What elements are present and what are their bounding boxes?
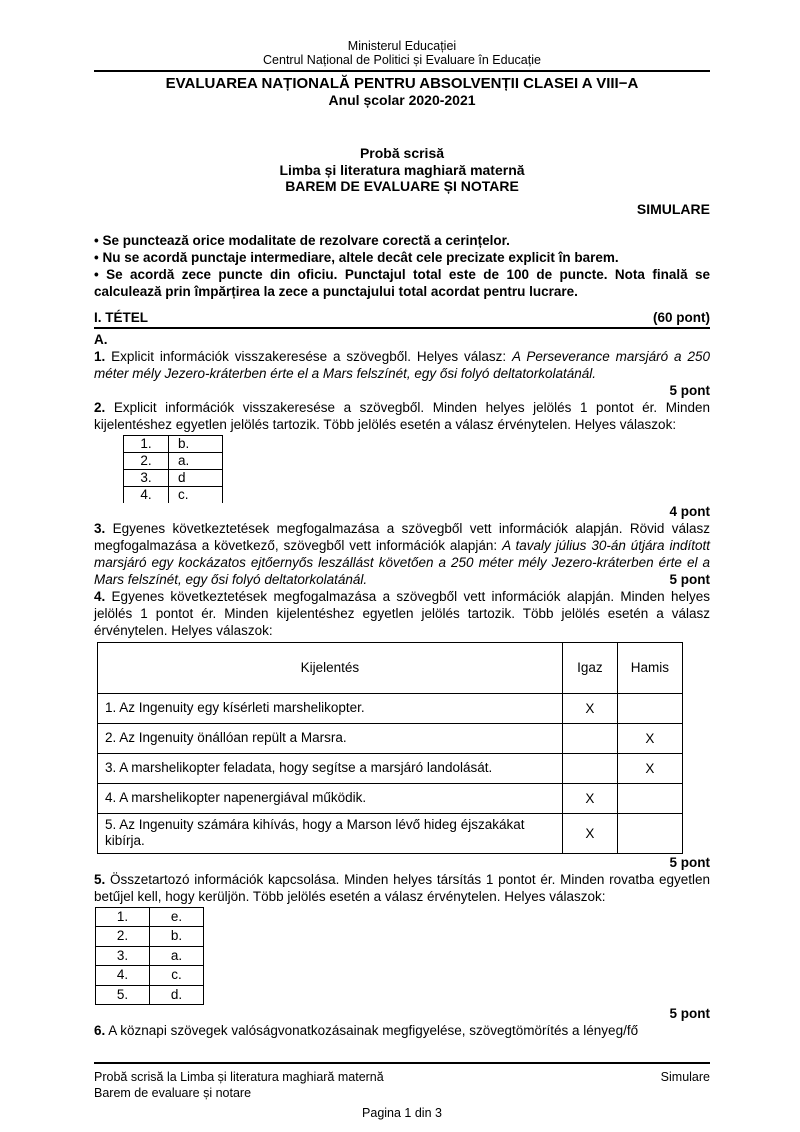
key-number-cell: 1. <box>124 435 169 452</box>
table-row <box>98 693 683 723</box>
hamis-cell: X <box>617 723 682 753</box>
key-letter-cell: c. <box>150 966 204 986</box>
item-5-paragraph <box>94 871 710 905</box>
item-4-points: 5 pont <box>669 854 710 870</box>
table-row <box>96 985 204 1005</box>
item-6-text: A köznapi szövegek valóságvonatkozásainak megfigyelése, szövegtömörítés a lényeg/fő <box>105 1023 639 1038</box>
igaz-header-cell: Igaz <box>562 642 617 693</box>
item-2-number: 2. <box>94 399 106 415</box>
key-letter-cell: e. <box>150 907 204 927</box>
item-1-answer: A Perseverance marsjáró a 250 méter mély Jezero-kráterben érte el a Mars felszínét, egy ősi folyó deltatorkolatánál. <box>94 348 711 381</box>
item-2-paragraph <box>94 399 710 433</box>
hamis-cell <box>617 783 682 813</box>
footer-row-1 <box>94 1069 710 1085</box>
table-row <box>96 927 204 947</box>
item-4-number: 4. <box>94 588 106 604</box>
key-letter-cell: d <box>169 469 223 486</box>
footer-subject: Probă scrisă la Limba și literatura maghiară maternă <box>94 1070 384 1084</box>
statement-header-cell: Kijelentés <box>98 642 563 693</box>
igaz-cell: X <box>562 693 617 723</box>
statement-cell: 4. A marshelikopter napenergiával működik. <box>98 783 563 813</box>
table-row <box>96 907 204 927</box>
item-5-text: Összetartozó információk kapcsolása. Minden helyes társítás 1 pontot ér. Minden rovatba egyetlen betűjel kell, hogy kerüljön. Több jelölés esetén a válasz érvénytelen. Helyes válaszok: <box>94 871 710 904</box>
table-row <box>98 813 683 853</box>
table-row <box>96 966 204 986</box>
table-row <box>124 435 223 452</box>
scoring-rules <box>94 232 710 300</box>
key-number-cell: 4. <box>96 966 150 986</box>
ministry-name: Ministerul Educației <box>347 39 457 53</box>
igaz-cell <box>562 753 617 783</box>
igaz-cell: X <box>562 813 617 853</box>
item-1-text: Explicit információk visszakeresése a szövegből. Helyes válasz: <box>105 348 512 364</box>
school-year: Anul școlar 2020-2021 <box>328 92 476 108</box>
document-header <box>94 0 710 67</box>
intro-block <box>94 145 710 195</box>
item-1-number: 1. <box>94 348 106 364</box>
table-row <box>124 469 223 486</box>
test-type: Probă scrisă <box>359 145 445 161</box>
exam-title: EVALUAREA NAȚIONALĂ PENTRU ABSOLVENȚII CLASEI A VIII−A <box>165 75 639 92</box>
simulare-label: SIMULARE <box>636 200 710 217</box>
igaz-cell: X <box>562 783 617 813</box>
item-1-paragraph <box>94 348 710 382</box>
part-label: A. <box>94 331 108 347</box>
section-header <box>94 310 710 329</box>
item-3-points: 5 pont <box>669 571 710 587</box>
item-1-points: 5 pont <box>669 382 710 398</box>
item-3-answer: A tavaly július 30-án útjára indított marsjáró egy kockázatos ejtőernyős leszállást követően a 250 méter mély Jezero-kráterben érte el a Mars felszínét, egy ősi folyó deltatorkolatánál. <box>94 537 710 587</box>
item-5-number: 5. <box>94 871 106 887</box>
content-area <box>94 0 710 1039</box>
item-2-text: Explicit információk visszakeresése a szövegből. Minden helyes jelölés 1 pontot ér. Minden kijelentéshez egyetlen jelölés tartozik. Több jelölés esetén a válasz érvénytelen. Helyes válaszok: <box>94 399 710 432</box>
table-row <box>98 753 683 783</box>
page-footer <box>94 1062 710 1121</box>
statement-cell: 2. Az Ingenuity önállóan repült a Marsra. <box>98 723 563 753</box>
item-4-paragraph <box>94 588 710 639</box>
table-row <box>124 452 223 469</box>
key-letter-cell: a. <box>150 946 204 966</box>
statement-cell: 5. Az Ingenuity számára kihívás, hogy a Marson lévő hideg éjszakákat kibírja. <box>98 813 563 853</box>
answer-key-table-item2 <box>123 435 223 503</box>
hamis-cell: X <box>617 753 682 783</box>
rule-item-1: • Se punctează orice modalitate de rezolvare corectă a cerințelor. <box>94 232 510 248</box>
table-row <box>124 486 223 503</box>
barem-title: BAREM DE EVALUARE ȘI NOTARE <box>285 178 519 194</box>
table-row <box>96 946 204 966</box>
statement-cell: 3. A marshelikopter feladata, hogy segítse a marsjáró landolását. <box>98 753 563 783</box>
key-number-cell: 3. <box>96 946 150 966</box>
page-number: Pagina 1 din 3 <box>362 1106 442 1120</box>
rule-item-2: • Nu se acordă punctaje intermediare, altele decât cele precizate explicit în barem. <box>94 249 619 265</box>
answer-key-table-item5 <box>95 907 204 1006</box>
item-6-number: 6. <box>94 1023 106 1038</box>
item-3-number: 3. <box>94 520 106 536</box>
rule-item-3: • Se acordă zece puncte din oficiu. Punctajul total este de 100 de puncte. Nota finală se calculează prin împărțirea la zece a punctajului total acordat pentru lucrare. <box>94 266 710 299</box>
key-letter-cell: d. <box>150 985 204 1005</box>
key-letter-cell: c. <box>169 486 223 503</box>
hamis-cell <box>617 813 682 853</box>
key-number-cell: 2. <box>124 452 169 469</box>
footer-doc-type: Barem de evaluare și notare <box>94 1086 252 1100</box>
key-number-cell: 5. <box>96 985 150 1005</box>
statement-cell: 1. Az Ingenuity egy kísérleti marshelikopter. <box>98 693 563 723</box>
section-title: I. TÉTEL <box>94 309 148 325</box>
table-header-row <box>98 642 683 693</box>
key-number-cell: 1. <box>96 907 150 927</box>
hamis-cell <box>617 693 682 723</box>
footer-simulare: Simulare <box>660 1070 710 1084</box>
section-points: (60 pont) <box>653 309 710 325</box>
true-false-table <box>97 642 683 854</box>
header-divider <box>94 70 710 72</box>
subject-name: Limba și literatura maghiară maternă <box>279 161 525 178</box>
key-letter-cell: a. <box>169 452 223 469</box>
key-number-cell: 2. <box>96 927 150 947</box>
key-number-cell: 4. <box>124 486 169 503</box>
item-3-text: Egyenes következtetések megfogalmazása a szövegből vett információk alapján. Rövid válasz megfogalmazása a következő, szövegből vett információk alapján: <box>94 520 710 553</box>
igaz-cell <box>562 723 617 753</box>
item-4-text: Egyenes következtetések megfogalmazása a szövegből vett információk alapján. Minden helyes jelölés 1 pontot ér. Minden kijelentéshez egyetlen jelölés tartozik. Több jelölés esetén a válasz érvénytelen. Helyes válaszok: <box>94 588 710 638</box>
item-5-points: 5 pont <box>669 1006 710 1021</box>
key-number-cell: 3. <box>124 469 169 486</box>
hamis-header-cell: Hamis <box>617 642 682 693</box>
center-name: Centrul Național de Politici și Evaluare în Educație <box>263 52 541 67</box>
key-letter-cell: b. <box>169 435 223 452</box>
table-row <box>98 783 683 813</box>
table-row <box>98 723 683 753</box>
key-letter-cell: b. <box>150 927 204 947</box>
item-6-paragraph <box>94 1022 710 1039</box>
item-2-points: 4 pont <box>669 503 710 519</box>
